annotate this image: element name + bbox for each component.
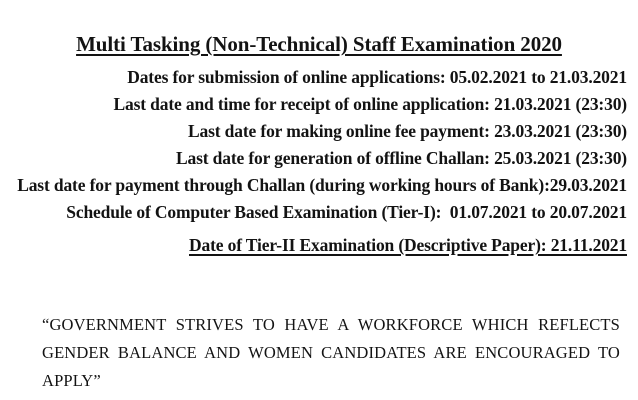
examination-schedule-list <box>8 64 627 259</box>
page-title-text: Multi Tasking (Non-Technical) Staff Examination 2020 <box>76 32 562 57</box>
schedule-line: Date of Tier-II Examination (Descriptive Paper): 21.11.2021 <box>189 235 627 255</box>
page-title <box>0 31 638 57</box>
gender-balance-quote: “GOVERNMENT STRIVES TO HAVE A WORKFORCE WHICH REFLECTS GENDER BALANCE AND WOMEN CANDIDATES ARE ENCOURAGED TO APPLY” <box>42 314 620 390</box>
schedule-line: Last date and time for receipt of online application: 21.03.2021 (23:30) <box>113 94 627 114</box>
schedule-line: Dates for submission of online applications: 05.02.2021 to 21.03.2021 <box>127 67 627 87</box>
schedule-line: Last date for making online fee payment: 23.03.2021 (23:30) <box>188 121 627 141</box>
schedule-line: Schedule of Computer Based Examination (Tier-I): 01.07.2021 to 20.07.2021 <box>66 202 627 222</box>
schedule-line: Last date for payment through Challan (during working hours of Bank):29.03.2021 <box>17 175 627 195</box>
schedule-line: Last date for generation of offline Challan: 25.03.2021 (23:30) <box>175 148 627 168</box>
